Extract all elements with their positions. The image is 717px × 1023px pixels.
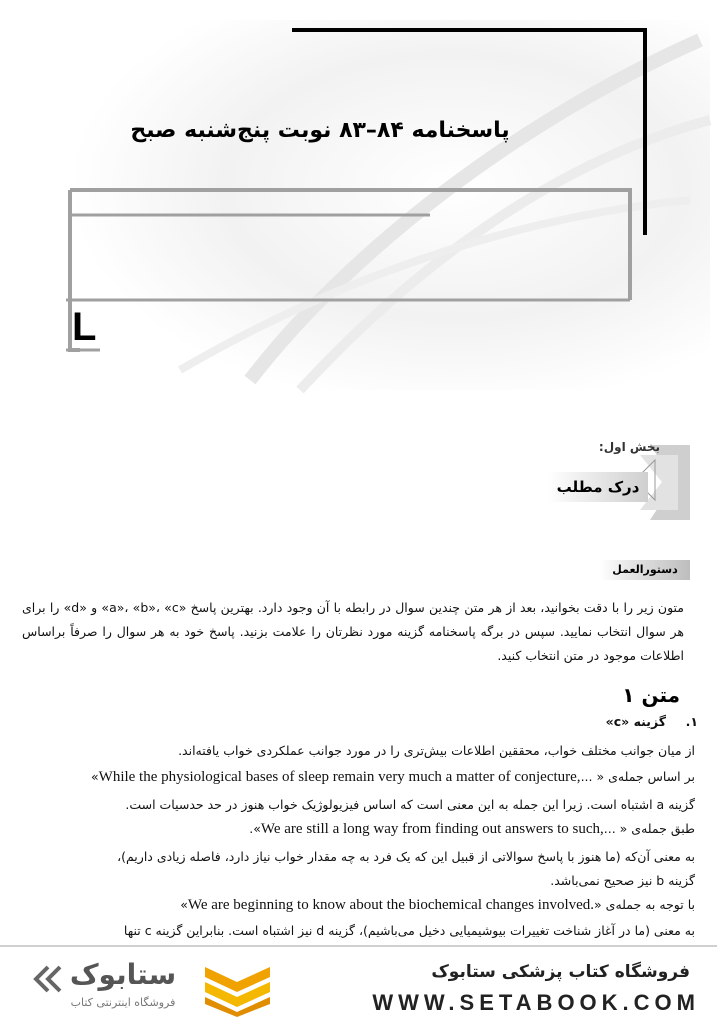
section-letter: L — [72, 305, 97, 349]
instructions-text: متون زیر را با دقت بخوانید، بعد از هر متن چندین سوال در رابطه با آن وجود دارد. بهترین پاسخ «a»، «b»، «c» و «d» را برای هر سوال انتخاب نمایید. سپس در برگه پاسخنامه گزینه مورد نظرتان را علامت بزنید. پاسخ خود به هر سوال را صرفاً براساس اطلاعات موجود در متن انتخاب کنید. — [22, 600, 684, 663]
footer-url-link[interactable]: WWW.SETABOOK.COM — [372, 990, 700, 1015]
explanation-line-3: گزینه a اشتباه است. زیرا این جمله به این معنی است که اساس فیزیولوژیک خواب هنوز در حد حدسیات است. — [125, 797, 695, 812]
section-part-label: بخش اول: — [598, 440, 660, 454]
explanation-line-6: گزینه b نیز صحیح نمی‌باشد. — [550, 873, 695, 888]
header-decoration — [0, 0, 717, 400]
setabook-logo-icon — [200, 962, 275, 1017]
footer-store-name: فروشگاه کتاب پزشکی ستابوک — [431, 962, 690, 982]
explanation-line-7: با توجه به جمله‌ی «We are beginning to know about the biochemical changes involved.» — [180, 897, 695, 913]
footer-divider — [0, 945, 717, 947]
page-title: پاسخنامه ۸۴–۸۳ نوبت پنج‌شنبه صبح — [130, 118, 510, 143]
brand-subtitle: فروشگاه اینترنتی کتاب — [70, 996, 176, 1009]
section-name: درک مطلب — [548, 472, 648, 502]
text-title: متن ۱ — [622, 683, 680, 707]
question-number: ۱. — [685, 714, 698, 729]
double-chevron-icon — [30, 962, 65, 997]
explanation-line-8: به معنی (ما در آغاز شناخت تغییرات بیوشیمیایی دخیل می‌باشیم)، گزینه d نیز اشتباه است. بنابراین گزینه c تنها — [123, 923, 695, 938]
explanation-line-2: بر اساس جمله‌ی « ...While the physiological bases of sleep remain very much a matter of conjecture,» — [91, 769, 695, 785]
question-answer: گزینه «c» — [605, 714, 666, 729]
instructions-label: دستورالعمل — [600, 560, 690, 580]
explanation-line-5: به معنی آن‌که (ما هنوز با پاسخ سوالاتی از قبیل این که یک فرد به چه مقدار خواب نیاز دارد، فاصله زیادی داریم)، — [117, 849, 695, 864]
explanation-line-1: از میان جوانب مختلف خواب، محققین اطلاعات بیش‌تری را در مورد جوانب عملکردی خواب یافته‌اند. — [178, 743, 695, 758]
brand-name: ستابوک — [69, 958, 177, 991]
explanation-line-4: طبق جمله‌ی « ...We are still a long way from finding out answers to such,». — [249, 821, 695, 837]
